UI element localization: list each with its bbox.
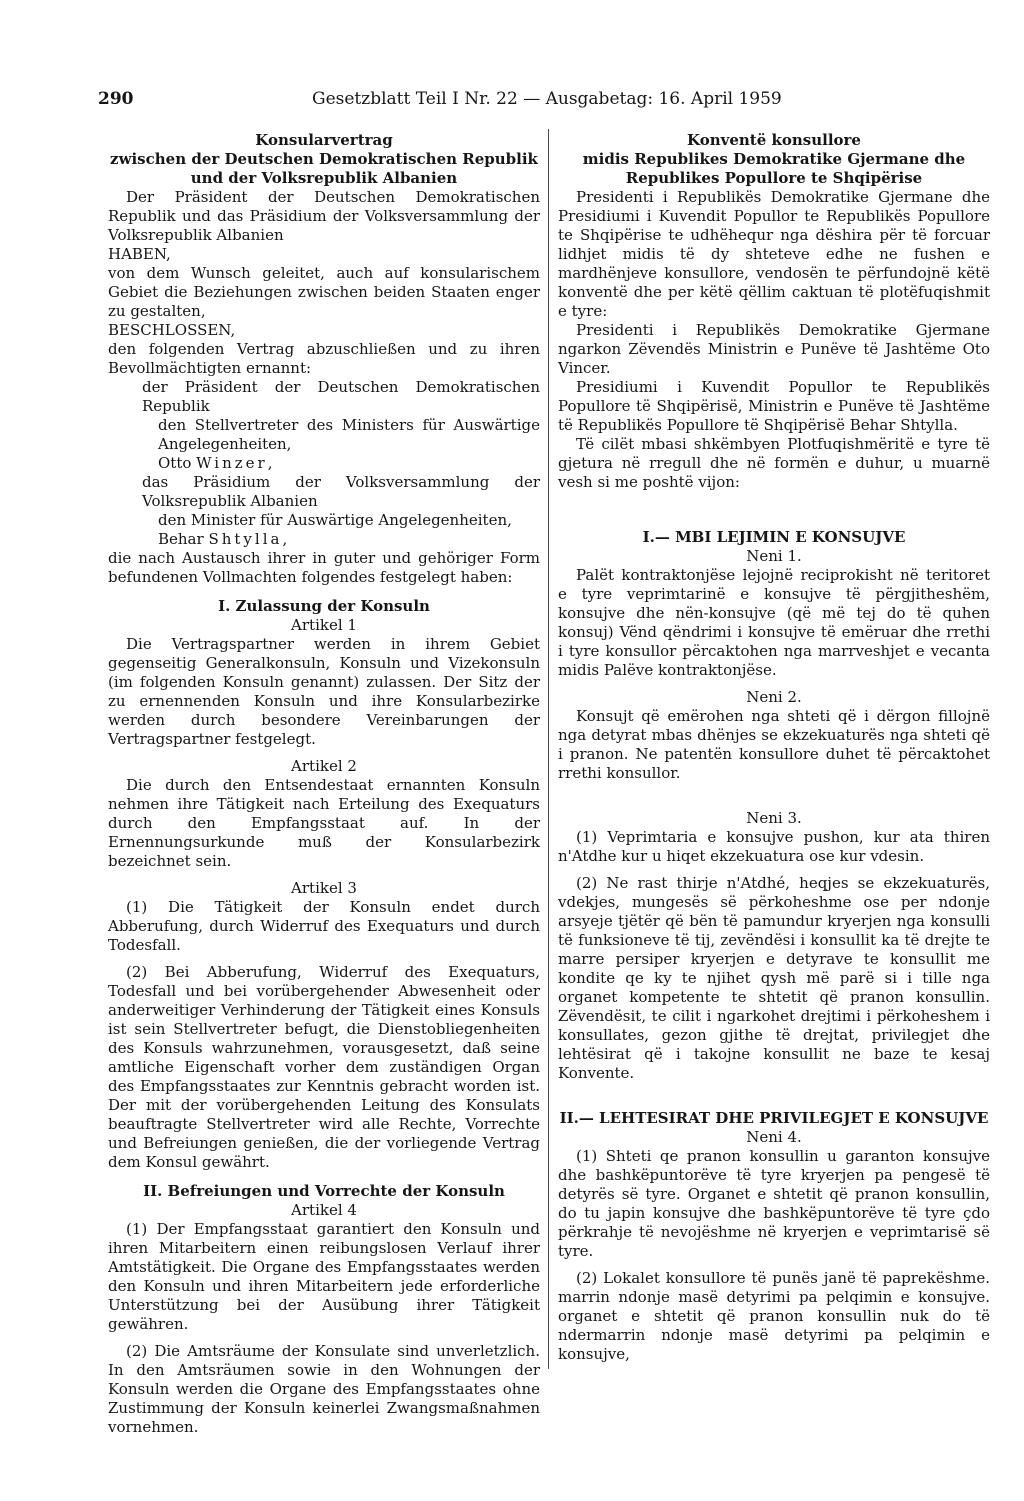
albanian-neni-2-heading: Neni 2. (746, 688, 802, 706)
german-column (108, 131, 540, 1437)
albanian-neni-3-p2: (2) Ne rast thirje n'Atdhé, heqjes se ekzekuaturës, vdekjes, mungesës së përkoheshme ose per ndonje arsyeje tjëtër që bën të pamundur kryerjen nga konsulli të funksioneve të tij, zevëndësi i konsullit ka të drejte te marre persiper kryerjen e detyrave te konsullit me kondite qe ky te njihet qysh më parë si i tille nga organet kompetente te shtetit që pranon konsullin. Zëvendësit, te cilit i ngarkohet drejtimi i përkoheshem i konsullates, gezon gjithe të drejtat, privilegjet dhe lehtësirat që i takojne konsullit ne baze te kesaj Konvente. (558, 874, 990, 1082)
name-spaced: Shtylla (208, 530, 283, 548)
german-plenipotentiary-1: der Präsident der Deutschen Demokratischen Republik (142, 378, 540, 415)
albanian-neni-4-p1: (1) Shteti qe pranon konsullin u garanton konsujve dhe bashkëpuntorëve të tyre kryerjen pa pengesë të detyrës së tyre. Organet e shtetit që pranon konsullin, do tu japin konsujve dhe bashkëpuntorëve të tyre çdo përkrahje të nevojëshme në kryerjen e veprimtarisë së tyre. (558, 1147, 990, 1260)
albanian-title-line: Konventë konsullore (687, 131, 861, 149)
german-article-3-heading: Artikel 3 (291, 879, 357, 897)
spacer (558, 1261, 990, 1269)
albanian-neni-1-text: Palët kontraktonjëse lejojnë reciprokisht në teritoret e tyre veprimtarinë e konsujve të përgjitheshëm, konsujve dhe nën-konsujve (që më tej do të quhen konsuj) Vënd qëndrimi i konsujve të emëruar dhe rrethi i tyre konsullor përcaktohen nga marrveshjet e vecanta midis Palëve kontraktonjëse. (558, 566, 990, 679)
german-title-line: und der Volksrepublik Albanien (190, 169, 458, 187)
german-plenipotentiary-2: das Präsidium der Volksversammlung der Volksrepublik Albanien (142, 473, 540, 510)
spacer (558, 783, 990, 809)
spacer (108, 955, 540, 963)
spacer (108, 749, 540, 757)
albanian-neni-4-p2: (2) Lokalet konsullore të punës janë të paprekëshme. marrin ndonje masë detyrimi pa pelqimin e konsujve. organet e shtetit që pranon konsullin nuk do të ndermarrin ndonje masë detyrimi pa pelqimin e konsujve, (558, 1269, 990, 1363)
german-article-2-heading: Artikel 2 (291, 757, 357, 775)
column-divider (548, 129, 549, 1369)
albanian-title-line: midis Republikes Demokratike Gjermane dhe (582, 150, 966, 168)
german-haben: HABEN, (108, 245, 171, 263)
albanian-title-line: Republikes Popullore te Shqipërise (625, 169, 923, 187)
german-title (108, 131, 540, 188)
german-title-line: zwischen der Deutschen Demokratischen Republik (110, 150, 538, 168)
german-article-3-p1: (1) Die Tätigkeit der Konsuln endet durch Abberufung, durch Widerruf des Exequaturs und durch Todesfall. (108, 898, 540, 954)
albanian-plenipotentiary-1: Presidenti i Republikës Demokratike Gjermane ngarkon Zëvendës Ministrin e Punëve të Jashtëme Oto Vincer. (558, 321, 990, 377)
german-plenipotentiary-1-role: den Stellvertreter des Ministers für Auswärtige Angelegenheiten, (158, 416, 540, 453)
albanian-title (558, 131, 990, 188)
albanian-neni-2-text: Konsujt që emërohen nga shteti që i dërgon fillojnë nga detyrat mbas dhënjes se ekzekuaturës nga shteti që i pranon. Ne patentën konsullore duhet të përcaktohet rrethi konsullor. (558, 707, 990, 782)
albanian-column (558, 131, 990, 1364)
spacer (558, 492, 990, 518)
german-article-4-heading: Artikel 4 (291, 1201, 357, 1219)
albanian-neni-4-heading: Neni 4. (746, 1128, 802, 1146)
name-spaced: Winzer (196, 454, 268, 472)
german-nach: die nach Austausch ihrer in guter und gehöriger Form befundenen Vollmachten folgendes festgelegt haben: (108, 549, 540, 586)
german-intro: Der Präsident der Deutschen Demokratischen Republik und das Präsidium der Volksversammlung der Volksrepublik Albanien (108, 188, 540, 244)
page-header (98, 88, 990, 114)
albanian-neni-3-heading: Neni 3. (746, 809, 802, 827)
german-article-4-p2: (2) Die Amtsräume der Konsulate sind unverletzlich. In den Amtsräumen sowie in den Wohnungen der Konsuln werden die Organe des Empfangsstaates ohne Zustimmung der Konsuln keinerlei Zwangsmaßnahmen vornehmen. (108, 1342, 540, 1436)
german-plenipotentiary-1-name: Otto Winzer, (158, 454, 273, 472)
german-wish: von dem Wunsch geleitet, auch auf konsularischem Gebiet die Beziehungen zwischen beiden Staaten enger zu gestalten, (108, 264, 540, 320)
german-beschlossen: BESCHLOSSEN, (108, 321, 236, 339)
german-section-1-heading: I. Zulassung der Konsuln (218, 597, 430, 615)
spacer (558, 1083, 990, 1099)
name-prefix: Behar (158, 530, 209, 548)
spacer (108, 1334, 540, 1342)
page-number: 290 (98, 89, 134, 109)
albanian-plenipotentiary-2: Presidiumi i Kuvendit Popullor te Republikës Popullore të Shqipërisë, Ministrin e Punëve të Jashtëme të Republikës Popullore të Shqipërisë Behar Shtylla. (558, 378, 990, 434)
german-article-1-text: Die Vertragspartner werden in ihrem Gebiet gegenseitig Generalkonsuln, Konsuln und Vizekonsuln (im folgenden Konsuln genannt) zulassen. Der Sitz der zu ernennenden Konsuln und ihre Konsularbezirke werden durch besondere Vereinbarungen der Vertragspartner festgelegt. (108, 635, 540, 748)
german-section-2-heading: II. Befreiungen und Vorrechte der Konsuln (143, 1182, 505, 1200)
german-article-4-p1: (1) Der Empfangsstaat garantiert den Konsuln und ihren Mitarbeitern einen reibungslosen Verlauf ihrer Amtstätigkeit. Die Organe des Empfangsstaates werden den Konsuln und ihren Mitarbeitern jede erforderliche Unterstützung bei der Ausübung ihrer Tätigkeit gewähren. (108, 1220, 540, 1333)
albanian-cilet: Të cilët mbasi shkëmbyen Plotfuqishmëritë e tyre të gjetura në rregull dhe në formën e duhur, u muarnë vesh si me poshtë vijon: (558, 435, 990, 491)
german-plenipotentiary-2-role: den Minister für Auswärtige Angelegenheiten, (158, 511, 512, 529)
name-prefix: Otto (158, 454, 197, 472)
header-title: Gesetzblatt Teil I Nr. 22 — Ausgabetag: 16. April 1959 (312, 89, 782, 109)
german-vertrag: den folgenden Vertrag abzuschließen und zu ihren Bevollmächtigten ernannt: (108, 340, 540, 377)
albanian-neni-1-heading: Neni 1. (746, 547, 802, 565)
albanian-neni-3-p1: (1) Veprimtaria e konsujve pushon, kur ata thiren n'Atdhe kur u hiqet ekzekuatura ose kur vdesin. (558, 828, 990, 865)
german-article-1-heading: Artikel 1 (291, 616, 357, 634)
german-article-2-text: Die durch den Entsendestaat ernannten Konsuln nehmen ihre Tätigkeit nach Erteilung des Exequaturs durch den Empfangsstaat auf. In der Ernennungsurkunde muß der Konsularbezirk bezeichnet sein. (108, 776, 540, 870)
spacer (558, 680, 990, 688)
spacer (108, 871, 540, 879)
albanian-intro: Presidenti i Republikës Demokratike Gjermane dhe Presidiumi i Kuvendit Popullor te Republikës Popullore te Shqipërise te udhëhequr nga dëshira për të forcuar lidhjet midis të dy shteteve edhe ne fushen e mardhënjeve konsullore, vendosën te përfundojnë këtë konventë dhe per këtë qëllim caktuan të plotëfuqishmit e tyre: (558, 188, 990, 320)
german-title-line: Konsularvertrag (255, 131, 393, 149)
german-plenipotentiary-2-name: Behar Shtylla, (158, 530, 288, 548)
german-article-3-p2: (2) Bei Abberufung, Widerruf des Exequaturs, Todesfall und bei vorübergehender Abwesenheit oder anderweitiger Verhinderung der Tätigkeit eines Konsuls ist sein Stellvertreter befugt, die Dienstobliegenheiten des Konsuls wahrzunehmen, vorausgesetzt, daß seine amtliche Eigenschaft vorher dem zuständigen Organ des Empfangsstaates zur Kenntnis gebracht worden ist. Der mit der vorübergehenden Leitung des Konsulats beauftragte Stellvertreter wird alle Rechte, Vorrechte und Befreiungen genießen, die der vorliegende Vertrag dem Konsul gewährt. (108, 963, 540, 1171)
spacer (558, 866, 990, 874)
albanian-section-1-heading: I.— MBI LEJIMIN E KONSUJVE (642, 528, 906, 546)
albanian-section-2-heading: II.— LEHTESIRAT DHE PRIVILEGJET E KONSUJVE (559, 1109, 989, 1127)
